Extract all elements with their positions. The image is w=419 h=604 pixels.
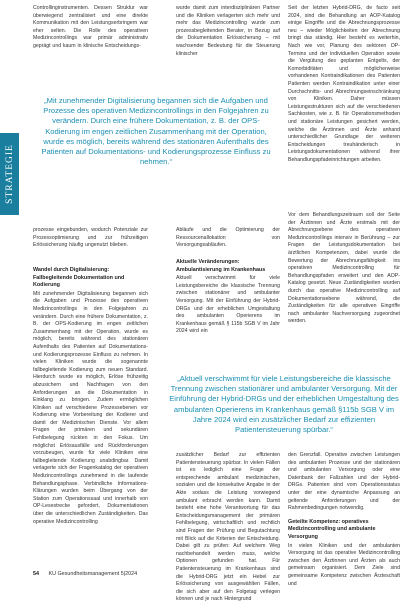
section-digitalisierung-body: Mit zunehmender Digitalisierung begannen sich die Aufgaben und Prozesse des operativen Medizincontrollings in den Folgejahren zu verändern. Durch eine frühere Dokumentation, z. B. der OPS-Kodierung im engen zeitlichen Zusammenhang mit der Operation, wurde es möglich, bereits während des stationären Aufenthalts des Patienten auf Dokumentations- und Kodierungsprozesse Einfluss zu nehmen. In vielen Kliniken wurde die sogenannte fallbegleitende Kodierung zum neuen Standard. Hierdurch wurde es möglich, Erlöse frühzeitig abzusichern und Nachfragen von den Anforderungen an die Dokumentation in Einklang zu bringen. Zudem ermöglichen Kliniken auf verschiedene Prozessebenen vor Kodierung eine Vorbereitung der Kodierer und damit der Medizinischen Dienste. Vor allem Fragen der primären und sekundären Fehlbelegung rückten in den Fokus. Um möglichst Erlösausfälle und Rückforderungen vorzubeugen, wurde für viele Kliniken eine fallbegleitende Kodierung unabdingbar. Damit verlagerte sich der Fragenkatalog der operativen Medizincontrollings zunehmend in die laufende Behandlungsphase. Verbindliche Informations-Klärungen wurden beim Übergang von der Station zum Operationssaal und innerhalb von OP-Lesestrecke gefordert, Dokumentationen über die unterschiedlichen Zuständigkeiten. Das operative Medizincontrolling (33, 290, 148, 525)
page-number: 54 (33, 571, 39, 577)
pull-quote-1: „Mit zunehmender Digitalisierung begannen sich die Aufgaben und Prozesse des operativen Medizincontrollings in den Folgejahren zu verändern. Durch eine frühere Dokumentation, z. B. der OPS-Kodierung im engen zeitlichen Zusammenhang mit der Operation, wurde es möglich, bereits während des stationären Aufenthalts des Patienten auf Dokumentations- und Kodierungsprozesse Einfluss zu nehmen.“ (41, 96, 271, 167)
top-column-3-text: Seit der letzten Hybrid-DRG, de facto seit 2024, sind die Behandlung an AOP-Katalog einige Eingriffe und die Abrechnungsprozesse neu – wieder Möglichkeiten der Abrechnung bringt das ständig. Hier besteht es weiterhin, Nach wie vor, Planung des sektoren OP-Termins und der individuellen Operation sowie die Vergütung des geplanten Entgelts, der Komorbiditäten und möglicherweise vorhandenen Kontraindikationen des Patienten Patienten werden Kontraindikation unter einer Durchschnitts- und Abrechnungseinschränkung von Kliniken. Daher müssen Leistungsstrukturen sich auf die verschiedenen Sachkosten, wie z. B. für Operationsmethoden und stationäre Leistungen gesichert werden, welche die Ärztinnen und Ärzte anhand unterschiedlicher Grundlage der weiteren Entscheidungen treuhänderisch in Leistungsdokumentationen während ihrer Behandlungspfadeinrichtungen arbeiten. (288, 5, 400, 163)
mid-column-2-text: Abläufe und die Optimierung der Ressourcenallokation von Versorgungsabläufen. (176, 227, 280, 249)
mid-column-1-text: prozesse eingebunden, wodurch Potenziale zur Prozessoptimierung und zur frühzeitigen Erlössicherung häufig ungenutzt blieben. (33, 227, 148, 249)
section-digitalisierung-heading: Wandel durch Digitalisierung: Fallbegleitende Dokumentation und Kodierung (33, 267, 125, 289)
section-ambulantisierung-body: Aktuell verschwimmt für viele Leistungsbereiche die klassische Trennung zwischen stationärer und ambulanter Versorgung. Mit der Einführung der Hybrid-DRGs und der erheblichen Umgestaltung des ambulanten Operierens im Krankenhaus gemäß § 115b SGB V im Jahr 2024 wird ein (176, 275, 280, 335)
section-ambulantisierung-heading: Aktuelle Veränderungen: Ambulantisierung im Krankenhaus (176, 259, 266, 273)
top-column-1-text: Controllinginstrumenten. Dessen Struktur war überwiegend zentralisiert und eine direkte Kommunikation mit den Leistungserbringern war eher selten. Die Rolle des operativen Medizincontrollings war primär administrativ geprägt und kaum in klinische Entscheidungs- (33, 5, 148, 49)
bottom-column-2-text: zusätzlicher Bedarf zur effizienten Patientensteuerung spürbar. In vielen Fällen ist es lediglich eine Frage der entsprechende ambulant medizinischen, sozialen und die konsekutive Angabe in der Akte sodass die Leistung vorwiegend ambulant erbracht werden kann. Damit besteht eine hohe Verantwortung für das Entscheidungsmanagement der primären Fehlbelegung, wirtschaftlich und rechtlich sind Fragen der Prüfung und Begutachtung mit Blick auf die Kriterien der Entscheidung. Dabei gilt zu prüfen: Auf welchem Weg nachbehandelt werden muss, welche Optionen gefunden hat. Für Patientensteuerung im Krankenhaus sind die Hybrid-DRG jetzt ein Hebel zur Erlössicherung von ausgewählten Fällen, die sich aber auf den Folgetag verlegen können und je nach Hintergrund (176, 452, 280, 603)
mid-column-1 (33, 227, 148, 250)
section-kompetenz-heading: Geteilte Kompetenz: operatives Medizincontrolling und ambulante Versorgung (288, 518, 376, 540)
section-tab (0, 133, 19, 215)
mid-column-3 (288, 212, 400, 326)
top-column-2-text: wurde damit zum interdisziplinären Partner und die Kliniken verlagerten sich mehr und mehr das Medizincontrolling wurde zum prozessbegleitenden Berater, in Bezug auf die Dokumentation Erlössicherung – mit wachsender Bedeutung für die Steuerung klinischer (176, 5, 280, 57)
section-tab-label: STRATEGIE (4, 144, 15, 204)
section-kompetenz-body: In vielen Kliniken und der ambulanten Versorgung ist das operative Medizincontrolling zwischen den Ärztinnen und Ärzten als auch gemeinsam organisiert. Dem Ziele sind gemeinsame Kompetenz zwischen Ärzteschaft und (288, 542, 400, 587)
publication-source: KU Gesundheitsmanagement 5|2024 (48, 571, 138, 577)
mid-column-3-text: Vor dem Behandlungszeitraum soll der Seite der Ärztinnen und Ärzte erstmals mit der Abrechnungsebene des operativen Medizincontrollings intensiv in Berührung – zur Fragen der Leistungsdokumentation bei ärztlichen Kompetenzen, dabei wurde die Bewertung der Abrechnungsfähigkeit ins operativen Medizincontrolling für Behandlungspfaden erweitert und den AOP-Katalog gesetzt. Neue Zuständigkeiten wurden durch das operative Medizincontrolling auf Dokumentationsebene während, die Zuständigkeiten für alle operativen Eingriffe nach ambulanter Nachversorgung zugeordnet werden. (288, 212, 400, 325)
page-footer (33, 571, 137, 577)
bottom-column-3 (288, 452, 400, 588)
section-digitalisierung (33, 267, 148, 526)
top-column-3 (288, 5, 400, 164)
top-column-1 (33, 5, 148, 51)
mid-column-2 (176, 227, 280, 250)
pull-quote-2: „Aktuell verschwimmt für viele Leistungsbereiche die klassische Trennung zwischen stationärer und ambulanter Versorgung. Mit der Einführung der Hybrid-DRGs und der erheblichen Umgestaltung des ambulanten Operierens im Krankenhaus gemäß §115b SGB V im Jahre 2024 wird ein zusätzlicher Bedarf zur effizienten Patientensteuerung spürbar.“ (169, 374, 399, 435)
bottom-column-2 (176, 452, 280, 604)
section-ambulantisierung (176, 259, 280, 336)
bottom-column-3-text: den Grenzfall. Operative zwischen Leistungen des ambulanten Prozesse und der stationären und ambulanten Versorgung oder eine Datenbank der Fallzahlen und der Hybrid-DRGs. Patienten sind vom Operationsstatus unter der eine dynamische Anpassung an geltende Anforderungen und der Rahmenbedingungen notwendig. (288, 452, 400, 512)
top-column-2 (176, 5, 280, 58)
